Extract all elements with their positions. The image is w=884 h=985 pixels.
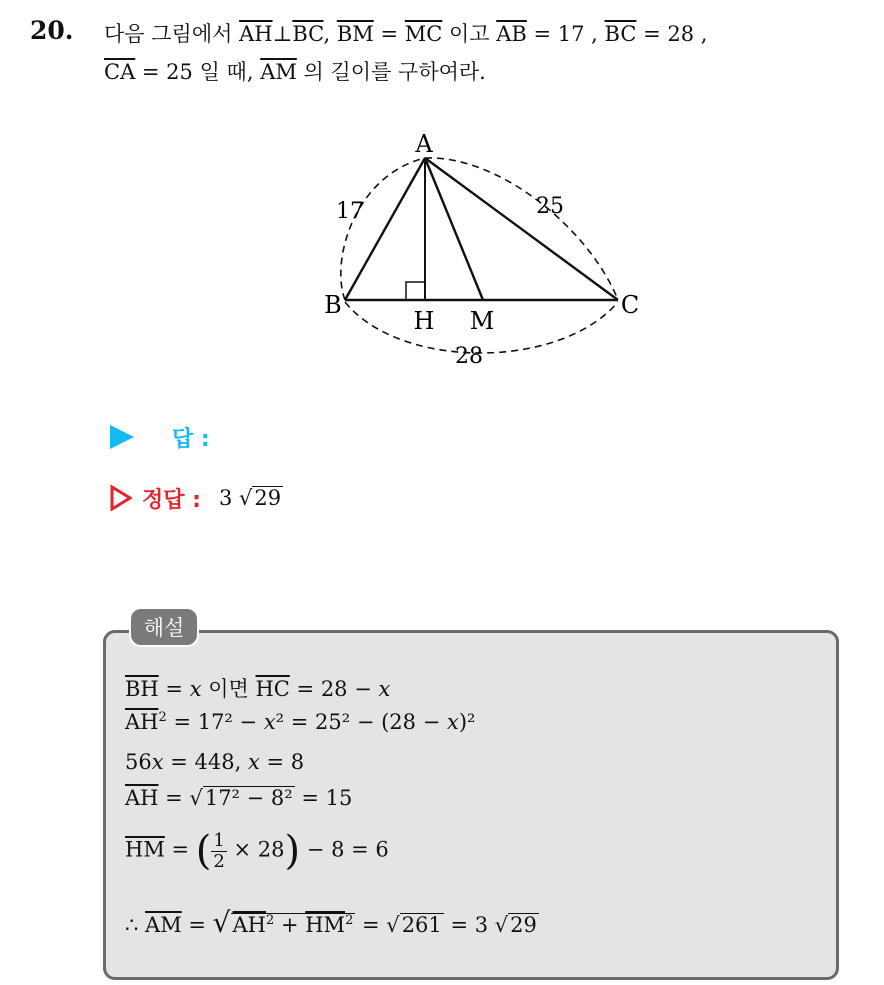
var-x: x <box>189 677 202 701</box>
segment-mc: $\overline{MC}$ <box>404 22 443 46</box>
text: = 15 <box>294 786 353 810</box>
length-ca: 25 <box>536 194 564 219</box>
label-m: M <box>469 307 495 335</box>
text: , <box>323 22 337 46</box>
segment-bh: $\overline{BH}$ <box>125 677 159 701</box>
sqrt-sign: √ <box>386 913 400 937</box>
text: 이면 <box>201 677 256 701</box>
segment-ah: $\overline{AH}$ <box>125 786 159 810</box>
label-h: H <box>413 307 435 335</box>
segment-hc: $\overline{HC}$ <box>255 677 290 701</box>
text: 이고 <box>442 22 497 46</box>
segment-bc: $\overline{BC}$ <box>604 22 637 46</box>
text: 의 길이를 구하여라. <box>296 60 486 84</box>
text: − 8 = 6 <box>300 837 389 862</box>
text: 56 <box>125 750 152 774</box>
solution-line-5 <box>125 828 389 874</box>
text: = <box>164 837 196 862</box>
text: = 448, <box>163 750 248 774</box>
text: 다음 그림에서 <box>104 22 240 46</box>
fraction <box>211 831 226 872</box>
radicand: 261 <box>401 913 442 937</box>
sqrt-sign: √ <box>494 913 509 937</box>
length-bc: 28 <box>455 344 483 369</box>
text: = <box>181 913 213 937</box>
correct-answer-label: 정답 : <box>142 487 201 513</box>
solution-line-1 <box>125 673 390 703</box>
segment-am: $\overline{AM}$ <box>260 60 297 84</box>
text: ² = 25² − (28 − <box>275 710 447 734</box>
therefore-symbol: ∴ <box>125 913 146 937</box>
radicand: 29 <box>254 485 282 510</box>
text: = <box>158 786 190 810</box>
text: = <box>373 22 405 46</box>
text: = 28 − <box>289 677 379 701</box>
outline-arrow-icon <box>110 485 132 511</box>
text: = 17 , <box>526 22 605 46</box>
side-ab <box>345 158 425 300</box>
segment-bm: $\overline{BM}$ <box>336 22 374 46</box>
exponent: 2 <box>158 710 167 725</box>
perp-symbol: ⊥ <box>272 22 293 46</box>
segment-am: $\overline{AM}$ <box>145 913 182 937</box>
segment-ah: $\overline{AH}$ <box>239 22 273 46</box>
sqrt-sign: √ <box>212 906 231 939</box>
text: × 28 <box>226 837 285 862</box>
segment-ah: AH <box>232 913 266 937</box>
label-c: C <box>620 291 640 319</box>
answer-label: 답 : <box>172 426 210 452</box>
paren-close: ) <box>284 828 301 874</box>
text: = 3 <box>443 913 495 937</box>
question-number: 20. <box>30 16 74 45</box>
right-angle-mark <box>406 282 425 300</box>
var-x: x <box>247 750 260 774</box>
denominator: 2 <box>213 850 225 872</box>
radicand: 29 <box>510 913 537 937</box>
var-x: x <box>263 710 276 734</box>
solution-line-6 <box>125 906 539 939</box>
answer-row <box>110 420 210 454</box>
solution-line-2 <box>125 710 475 734</box>
correct-answer-value <box>219 486 283 510</box>
solution-tag: 해설 <box>129 607 199 647</box>
coefficient: 3 <box>218 485 240 510</box>
segment-ca: $\overline{CA}$ <box>104 60 136 84</box>
radicand <box>231 913 356 937</box>
label-a: A <box>415 130 433 158</box>
length-ab: 17 <box>336 199 364 224</box>
exponent: 2 <box>345 913 354 928</box>
text: + <box>274 913 306 937</box>
radicand: 17² − 8² <box>204 786 293 810</box>
paren-open: ( <box>195 828 212 874</box>
question-text-line1 <box>104 18 707 48</box>
var-x: x <box>378 677 391 701</box>
text: = 8 <box>259 750 305 774</box>
segment-ab: $\overline{AB}$ <box>496 22 527 46</box>
text: = <box>355 913 387 937</box>
correct-answer-row <box>110 481 283 515</box>
numerator: 1 <box>213 829 225 851</box>
text: = 28 , <box>636 22 708 46</box>
text: = 17² − <box>166 710 264 734</box>
triangle-figure <box>300 120 660 380</box>
sqrt-sign: √ <box>239 485 253 510</box>
text: = 25 일 때, <box>135 60 261 84</box>
text: )² <box>458 710 476 734</box>
segment-ah: $\overline{AH}$ <box>125 710 159 734</box>
solution-line-4 <box>125 786 352 810</box>
question-text-line2 <box>104 56 486 86</box>
var-x: x <box>151 750 164 774</box>
segment-hm: $\overline{HM}$ <box>125 837 165 862</box>
label-b: B <box>324 291 342 319</box>
exponent: 2 <box>266 913 275 928</box>
segment-bc: $\overline{BC}$ <box>292 22 324 46</box>
solution-line-3 <box>125 750 304 774</box>
play-arrow-icon <box>110 425 134 449</box>
segment-hm: $\overline{HM}$ <box>305 913 346 937</box>
sqrt-sign: √ <box>189 786 203 810</box>
text: = <box>158 677 190 701</box>
var-x: x <box>446 710 459 734</box>
